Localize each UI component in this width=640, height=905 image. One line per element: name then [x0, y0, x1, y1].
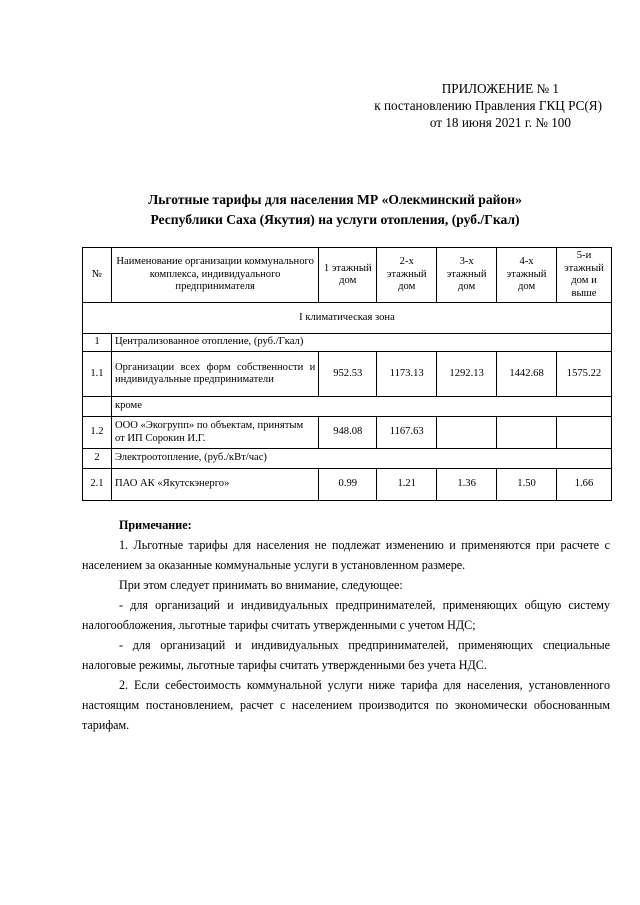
appendix-number: ПРИЛОЖЕНИЕ № 1 [441, 81, 559, 96]
zone-row [83, 303, 612, 334]
header-3-floor: 3-х этажный дом [437, 248, 497, 303]
cell-1-floor: 952.53 [319, 352, 377, 397]
appendix-date: от 18 июня 2021 г. № 100 [429, 115, 571, 130]
row-name: Электроотопление, (руб./кВт/час) [111, 449, 611, 469]
cell-1-floor: 948.08 [319, 417, 377, 449]
notes-heading: Примечание: [119, 518, 192, 532]
table-row [83, 449, 612, 469]
table-row [83, 334, 612, 352]
cell-2-floor: 1173.13 [377, 352, 437, 397]
table-row [83, 352, 612, 397]
header-org-name: Наименование организации коммунального комплекса, индивидуального предпринимателя [111, 248, 318, 303]
row-num: 1.1 [83, 352, 112, 397]
note-paragraph-3: - для организаций и индивидуальных предпринимателей, применяющих общую систему налогообложения, льготные тарифы считать утвержденными с учетом НДС; [82, 598, 610, 632]
cell-2-floor: 1.21 [377, 469, 437, 501]
title-line-1: Льготные тарифы для населения МР «Олекминский район» [148, 192, 522, 207]
cell-4-floor [497, 417, 557, 449]
document-title [0, 190, 640, 230]
cell-1-floor: 0.99 [319, 469, 377, 501]
header-5-floor: 5-и этажный дом и выше [557, 248, 612, 303]
cell-3-floor: 1292.13 [437, 352, 497, 397]
table-row [83, 397, 612, 417]
row-name: кроме [111, 397, 611, 417]
row-num: 1.2 [83, 417, 112, 449]
header-4-floor: 4-х этажный дом [497, 248, 557, 303]
row-name: Организации всех форм собственности и индивидуальные предприниматели [111, 352, 318, 397]
row-name: Централизованное отопление, (руб./Гкал) [111, 334, 611, 352]
appendix-resolution: к постановлению Правления ГКЦ РС(Я) [374, 98, 602, 113]
note-paragraph-1: 1. Льготные тарифы для населения не подлежат изменению и применяются при расчете с населением за оказанные коммунальные услуги в установленном размере. [82, 538, 610, 572]
row-name: ПАО АК «Якутскэнерго» [111, 469, 318, 501]
note-paragraph-5: 2. Если себестоимость коммунальной услуги ниже тарифа для населения, установленного настоящим постановлением, расчет с населением производится по экономически обоснованным тарифам. [82, 678, 610, 732]
cell-4-floor: 1.50 [497, 469, 557, 501]
note-paragraph-2: При этом следует принимать во внимание, следующее: [119, 578, 403, 592]
header-2-floor: 2-х этажный дом [377, 248, 437, 303]
note-paragraph-4: - для организаций и индивидуальных предпринимателей, применяющих специальные налоговые режимы, льготные тарифы считать утвержденными без учета НДС. [82, 638, 610, 672]
cell-5-floor: 1.66 [557, 469, 612, 501]
cell-5-floor: 1575.22 [557, 352, 612, 397]
table-row [83, 417, 612, 449]
cell-3-floor: 1.36 [437, 469, 497, 501]
cell-5-floor [557, 417, 612, 449]
title-line-2: Республики Саха (Якутия) на услуги отопления, (руб./Гкал) [150, 212, 520, 227]
zone-label: I климатическая зона [83, 303, 612, 334]
cell-2-floor: 1167.63 [377, 417, 437, 449]
row-num: 2.1 [83, 469, 112, 501]
row-num [83, 397, 112, 417]
cell-4-floor: 1442.68 [497, 352, 557, 397]
header-num: № [83, 248, 112, 303]
row-name: ООО «Экогрупп» по объектам, принятым от ИП Сорокин И.Г. [111, 417, 318, 449]
header-1-floor: 1 этажный дом [319, 248, 377, 303]
notes-section [82, 515, 610, 735]
table-row [83, 469, 612, 501]
row-num: 1 [83, 334, 112, 352]
table-header-row [83, 248, 612, 303]
cell-3-floor [437, 417, 497, 449]
appendix-header [374, 80, 602, 131]
tariff-table [82, 247, 612, 501]
row-num: 2 [83, 449, 112, 469]
